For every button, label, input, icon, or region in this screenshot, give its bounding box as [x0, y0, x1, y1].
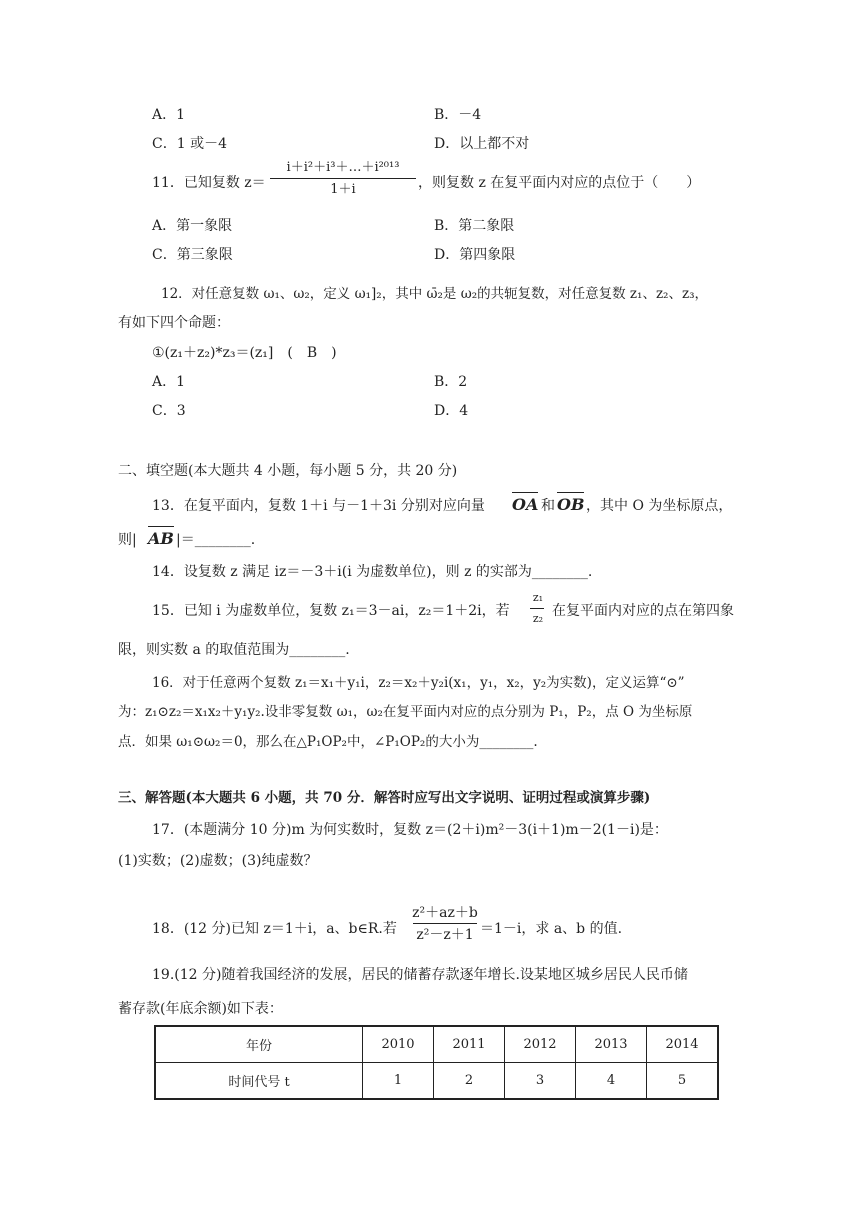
vector-ab: AB [148, 529, 174, 548]
q18-fraction-bar [413, 923, 477, 924]
q18-lead: 18．(12 分)已知 z＝1＋i，a、b∈R.若 [152, 921, 397, 937]
q11-option-b: B．第二象限 [434, 218, 515, 234]
table-row [155, 1026, 718, 1063]
section-2-heading: 二、填空题(本大题共 4 小题，每小题 5 分，共 20 分) [118, 463, 458, 479]
q18-denominator: z²－z＋1 [416, 927, 474, 943]
table-cell: 2 [434, 1063, 505, 1100]
table-cell: 2012 [505, 1026, 576, 1063]
q12-option-c: C．3 [152, 403, 186, 419]
q13-line1b: ，其中 O 为坐标原点， [586, 498, 733, 514]
q15-line1a: 15．已知 i 为虚数单位，复数 z₁＝3－ai，z₂＝1＋2i，若 [152, 603, 510, 619]
q18-tail: ＝1－i，求 a、b 的值. [480, 921, 623, 937]
table-cell: 年份 [155, 1026, 363, 1063]
q13-and: 和 [541, 498, 555, 514]
table-cell: 1 [363, 1063, 434, 1100]
q11-lead: 11．已知复数 z＝ [152, 175, 266, 191]
table-cell: 2013 [576, 1026, 647, 1063]
section-3-heading: 三、解答题(本大题共 6 小题，共 70 分．解答时应写出文字说明、证明过程或演算步骤) [118, 790, 651, 806]
q12-line3: ①(z₁＋z₂)*z₃＝(z₁] ( B ) [152, 345, 337, 361]
q16-line2: 为：z₁⊙z₂＝x₁x₂＋y₁y₂.设非零复数 ω₁，ω₂在复平面内对应的点分别为 P₁，P₂，点 O 为坐标原 [118, 704, 693, 720]
q11-fraction-bar [270, 178, 416, 179]
savings-table [154, 1025, 719, 1100]
q11-tail: ，则复数 z 在复平面内对应的点位于（ ） [418, 175, 701, 191]
q12-option-a: A．1 [152, 374, 186, 390]
q13-line1a: 13．在复平面内，复数 1＋i 与－1＋3i 分别对应向量 [152, 498, 485, 514]
q15-denominator: z₂ [532, 612, 544, 625]
q11-option-a: A．第一象限 [152, 218, 233, 234]
q17-line1: 17．(本题满分 10 分)m 为何实数时，复数 z＝(2＋i)m²－3(i＋1)m－2(1－i)是： [152, 822, 668, 838]
q15-line1b: 在复平面内对应的点在第四象 [552, 603, 734, 619]
q12-option-b: B．2 [434, 374, 468, 390]
table-cell: 3 [505, 1063, 576, 1100]
vector-ob: OB [557, 495, 585, 514]
q15-fraction-bar [530, 608, 544, 609]
q14: 14．设复数 z 满足 iz＝－3＋i(i 为虚数单位)，则 z 的实部为________. [152, 564, 593, 580]
table-cell: 2014 [647, 1026, 719, 1063]
q11-option-c: C．第三象限 [152, 247, 233, 263]
q16-line1: 16．对于任意两个复数 z₁＝x₁＋y₁i，z₂＝x₂＋y₂i(x₁，y₁，x₂，y₂为实数)，定义运算“⊙” [152, 675, 685, 691]
table-row [155, 1063, 718, 1100]
table-cell: 时间代号 t [155, 1063, 363, 1100]
q10-option-c: C．1 或－4 [152, 136, 227, 152]
q11-denominator: 1＋i [330, 182, 356, 197]
q13-line2b: |＝________. [176, 532, 256, 548]
table-cell: 4 [576, 1063, 647, 1100]
q11-option-d: D．第四象限 [434, 247, 516, 263]
q19-line2: 蓄存款(年底余额)如下表： [118, 1001, 283, 1017]
table-cell: 5 [647, 1063, 719, 1100]
vector-oa: OA [512, 495, 539, 514]
q17-line2: (1)实数；(2)虚数；(3)纯虚数？ [118, 853, 318, 869]
q12-line2: 有如下四个命题： [118, 315, 230, 331]
q11-numerator: i＋i²＋i³＋…＋i²⁰¹³ [286, 160, 400, 175]
q18-numerator: z²＋az＋b [412, 905, 478, 921]
q15-numerator: z₁ [532, 591, 544, 604]
q12-line1: 12．对任意复数 ω₁、ω₂，定义 ω₁]₂，其中 ω̄₂是 ω₂的共轭复数，对任意复数 z₁、z₂、z₃， [161, 286, 708, 302]
q10-option-d: D．以上都不对 [434, 136, 530, 152]
q19-line1: 19.(12 分)随着我国经济的发展，居民的储蓄存款逐年增长.设某地区城乡居民人民币储 [152, 967, 688, 983]
q15-line2: 限，则实数 a 的取值范围为________. [118, 642, 350, 658]
q10-option-b: B．－4 [434, 107, 482, 123]
q13-line2a: 则| [118, 532, 137, 548]
table-cell: 2011 [434, 1026, 505, 1063]
q16-line3: 点．如果 ω₁⊙ω₂＝0，那么在△P₁OP₂中，∠P₁OP₂的大小为________. [118, 734, 538, 750]
table-cell: 2010 [363, 1026, 434, 1063]
q12-option-d: D．4 [434, 403, 469, 419]
q10-option-a: A．1 [152, 107, 186, 123]
